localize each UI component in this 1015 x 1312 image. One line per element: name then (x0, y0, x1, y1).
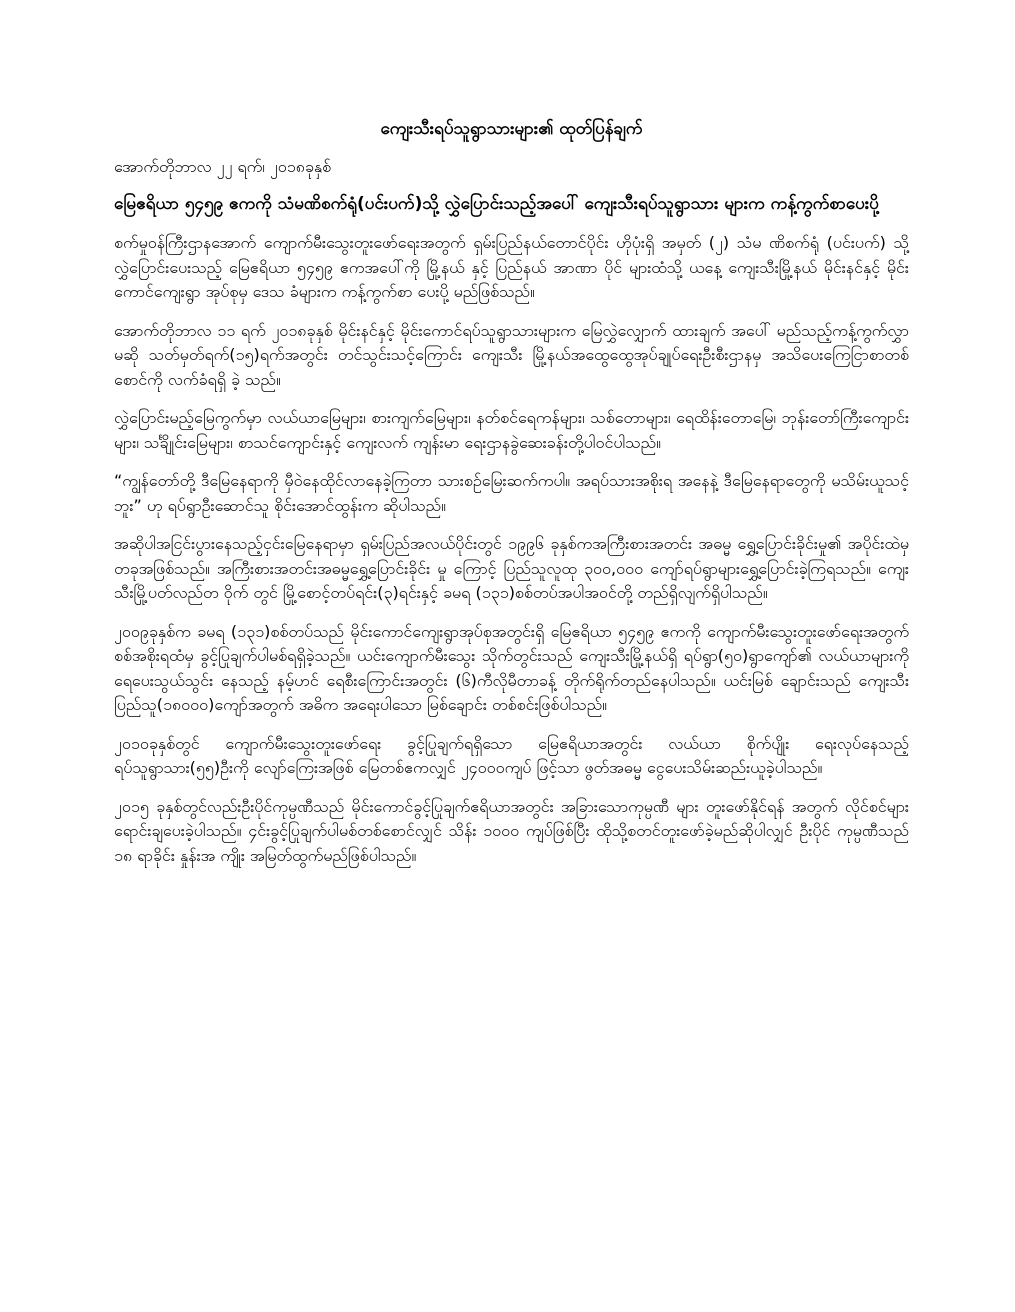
dateline: အောက်တိုဘာလ ၂၂ ရက်၊ ၂၀၁၈ခုနှစ် (114, 157, 332, 176)
paragraph-6: ၂၀၀၉ခုနှစ်က ခမရ (၁၃၁)စစ်တပ်သည် မိုင်းကောင်ကျေးရွာအုပ်စုအတွင်းရှိ မြေဧရိယာ ၅၄၅၉ ဧကကို ကျောက်မီးသွေးတူးဖော်ရေးအတွက် စစ်အစိုးရထံမှ ခွင့်ပြုချက်ပါမစ်ရရှိခဲ့သည်။ ယင်းကျောက်မီးသွေး သိုက်တွင်းသည် ကျေးသီးမြို့နယ်ရှိ ရပ်ရွာ(၅၀)ရွာကျော်၏ လယ်ယာများကို ရေပေးသွယ်သွင်း နေသည့် နမ့်ဟင် ရေစီးကြောင်းအတွင်း (၆)ကီလိုမီတာခန့် တိုက်ရိုက်တည်နေပါသည်။ ယင်းမြစ် ချောင်းသည် ကျေးသီး ပြည်သူ(၁၈၀၀၀)ကျော်အတွက် အဓိက အရေးပါသော မြစ်ချောင်း တစ်စင်းဖြစ်ပါသည်။ (114, 621, 909, 714)
paragraph-4-quote: “ကျွန်တော်တို့ ဒီမြေနေရာကို မှီဝဲနေထိုင်လာနေခဲ့ကြတာ သားစဉ်မြေးဆက်ကပါ။ အရပ်သားအစိုးရ အနေနဲ့ ဒီမြေနေရာတွေကို မသိမ်းယူသင့်ဘူး” ဟု ရပ်ရွာဦးဆောင်သူ စိုင်းအောင်ထွန်းက ဆိုပါသည်။ (114, 471, 909, 515)
paragraph-2: အောက်တိုဘာလ ၁၁ ရက် ၂၀၁၈ခုနှစ် မိုင်းနင်နှင့် မိုင်းကောင်ရပ်သူရွာသားများက မြေလွှဲလျှောက် ထားချက် အပေါ် မည်သည့်ကန့်ကွက်လွှာမဆို သတ်မှတ်ရက်(၁၅)ရက်အတွင်း တင်သွင်းသင့်ကြောင်း ကျေးသီး မြို့နယ်အထွေထွေအုပ်ချုပ်ရေးဦးစီးဌာနမှ အသိပေးကြေငြာစာတစ်စောင်ကို လက်ခံရရှိ ခဲ့ သည်။ (114, 320, 909, 389)
subheading: မြေဧရိယာ ၅၄၅၉ ဧကကို သံမဏိစက်ရုံ(ပင်းပက်)သို့ လွှဲပြောင်းသည့်အပေါ် ကျေးသီးရပ်သူရွာသား များက ကန့်ကွက်စာပေးပို့ (114, 194, 879, 214)
paragraph-5: အဆိုပါအငြင်းပွားနေသည့်ငှင်းမြေနေရာမှာ ရှမ်းပြည်အလယ်ပိုင်းတွင် ၁၉၉၆ ခုနှစ်ကအကြီးစားအတင်း အဓမ္မ ရွှေ့ပြောင်းခိုင်းမှု၏ အပိုင်းထဲမှ တခုအဖြစ်သည်။ အကြီးစားအတင်းအဓမ္မရွှေ့ပြောင်းခိုင်း မှု ကြောင့် ပြည်သူလူထု ၃၀၀,၀၀၀ ကျော်ရပ်ရွာများရွှေ့ပြောင်းခဲ့ကြရသည်။ ကျေးသီးမြို့ပတ်လည်တ ဝိုက် တွင် မြို့စောင့်တပ်ရင်း(၃)ရင်းနှင့် ခမရ (၁၃၁)စစ်တပ်အပါအဝင်တို့ တည်ရှိလျက်ရှိပါသည်။ (114, 534, 909, 602)
document-title: ကျေးသီးရပ်သူရွာသားများ၏ ထုတ်ပြန်ချက် (380, 119, 643, 139)
paragraph-7: ၂၀၁၀ခုနှစ်တွင် ကျောက်မီးသွေးတူးဖော်ရေး ခွင့်ပြုချက်ရရှိသော မြေဧရိယာအတွင်း လယ်ယာ စိုက်ပျိုး ရေးလုပ်နေသည့် ရပ်သူရွာသား(၅၅)ဦးကို လျော်ကြေးအဖြစ် မြေတစ်ဧကလျှင် ၂၄၀၀၀ကျပ် ဖြင့်သာ ဖွတ်အဓမ္မ ငွေပေးသိမ်းဆည်းယူခဲ့ပါသည်။ (114, 733, 909, 777)
paragraph-3: လွှဲပြောင်းမည့်မြေကွက်မှာ လယ်ယာမြေများ၊ စားကျက်မြေများ၊ နတ်စင်ရေကန်များ၊ သစ်တောများ၊ ရေထိန်းတောမြေ၊ ဘုန်းတော်ကြီးကျောင်းများ၊ သင်္ချိုင်းမြေများ၊ စာသင်ကျောင်းနှင့် ကျေးလက် ကျန်းမာ ရေးဌာနခွဲဆေးခန်းတို့ပါဝင်ပါသည်။ (114, 408, 909, 452)
paragraph-8: ၂၀၁၅ ခုနှစ်တွင်လည်းဦးပိုင်ကုမ္ပဏီသည် မိုင်းကောင်ခွင့်ပြုချက်ဧရိယာအတွင်း အခြားသောကုမ္ပဏီ များ တူးဖော်နိုင်ရန် အတွက် လိုင်စင်များရောင်းချပေးခဲ့ပါသည်။ ၄င်းခွင့်ပြုချက်ပါမစ်တစ်စောင်လျှင် သိန်း ၁၀၀၀ ကျပ်ဖြစ်ပြီး ထိုသို့စတင်တူးဖော်ခဲ့မည်ဆိုပါလျှင် ဦးပိုင် ကုမ္ပဏီသည် ၁၈ ရာခိုင်း နှုန်းအ ကျိုး အမြတ်ထွက်မည်ဖြစ်ပါသည်။ (114, 796, 909, 865)
paragraph-1: စက်မှုဝန်ကြီးဌာနအောက် ကျောက်မီးသွေးတူးဖော်ရေးအတွက် ရှမ်းပြည်နယ်တောင်ပိုင်း ဟိုပုံးရှိ အမှတ် (၂) သံမ ဏိစက်ရုံ (ပင်းပက်) သို့ လွှဲပြောင်းပေးသည့် မြေဧရိယာ ၅၄၅၉ ဧကအပေါ်ကို မြို့နယ် နှင့် ပြည်နယ် အာဏာ ပိုင် များထံသို့ ယနေ့ ကျေးသီးမြို့နယ် မိုင်းနင်နှင့် မိုင်းကောင်ကျေးရွာ အုပ်စုမှ ဒေသ ခံများက ကန့်ကွက်စာ ပေးပို့ မည်ဖြစ်သည်။ (114, 233, 909, 301)
